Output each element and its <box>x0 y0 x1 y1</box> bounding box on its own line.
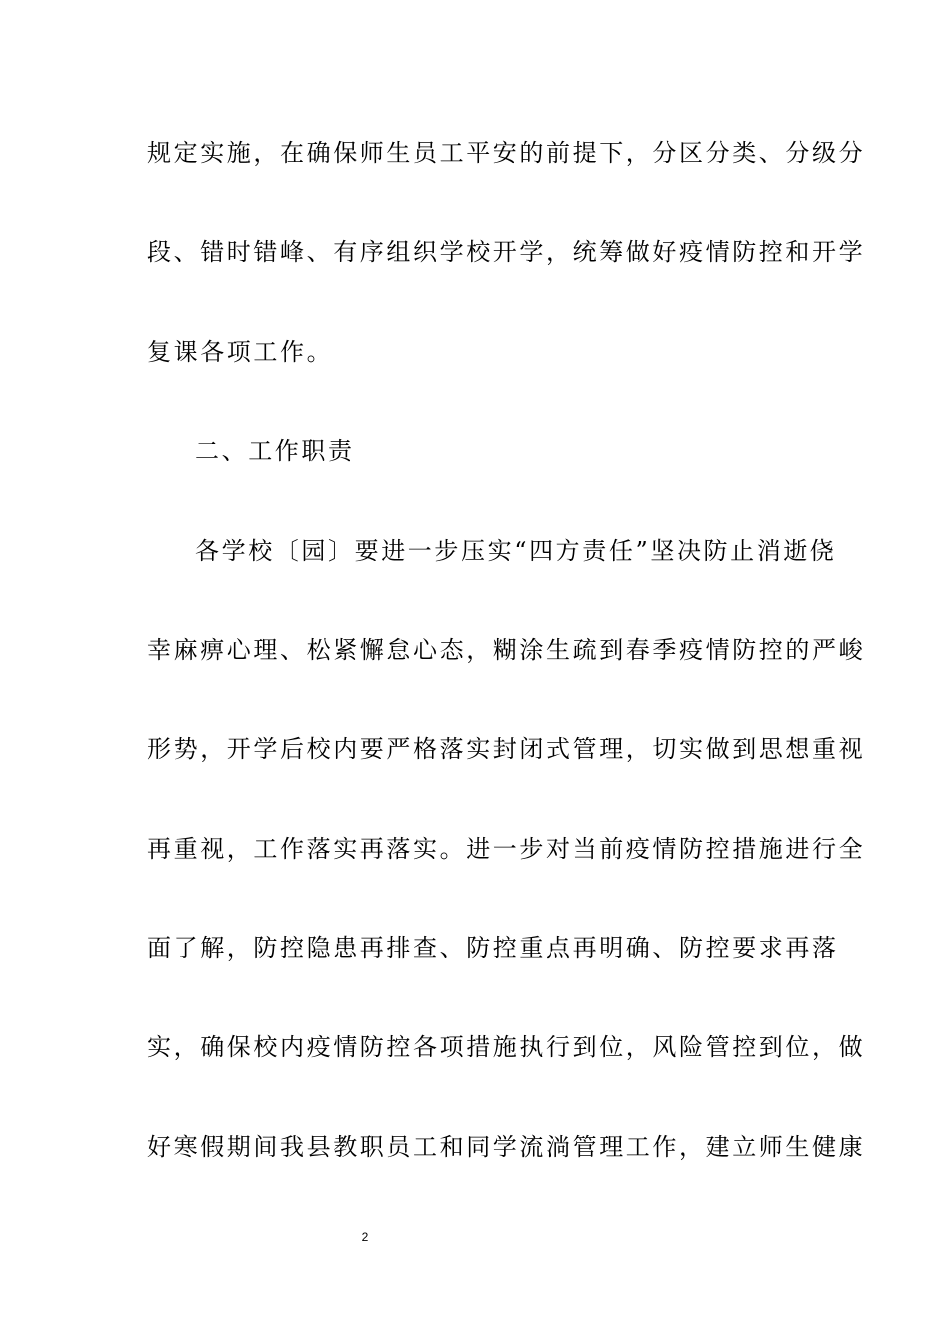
body-text-line: 形势，开学后校内要严格落实封闭式管理，切实做到思想重视 <box>147 735 866 763</box>
body-text-line: 段、错时错峰、有序组织学校开学，统筹做好疫情防控和开学 <box>147 238 866 266</box>
page-number: 2 <box>361 1230 369 1244</box>
body-text-line: 好寒假期间我县教职员工和同学流淌管理工作，建立师生健康 <box>147 1133 866 1161</box>
body-text-line: 规定实施，在确保师生员工平安的前提下，分区分类、分级分 <box>147 139 866 167</box>
body-text-line: 幸麻痹心理、松紧懈怠心态，糊涂生疏到春季疫情防控的严峻 <box>147 636 866 664</box>
body-text-line: 面了解，防控隐患再排查、防控重点再明确、防控要求再落 <box>147 934 839 962</box>
body-text-line: 再重视，工作落实再落实。进一步对当前疫情防控措施进行全 <box>147 835 866 863</box>
section-heading: 二、工作职责 <box>195 437 355 465</box>
body-text-line: 实，确保校内疫情防控各项措施执行到位，风险管控到位，做 <box>147 1033 866 1061</box>
body-text-line: 各学校〔园〕要进一步压实“四方责任”坚决防止消逝侥 <box>195 537 837 565</box>
body-text-line: 复课各项工作。 <box>147 338 334 366</box>
